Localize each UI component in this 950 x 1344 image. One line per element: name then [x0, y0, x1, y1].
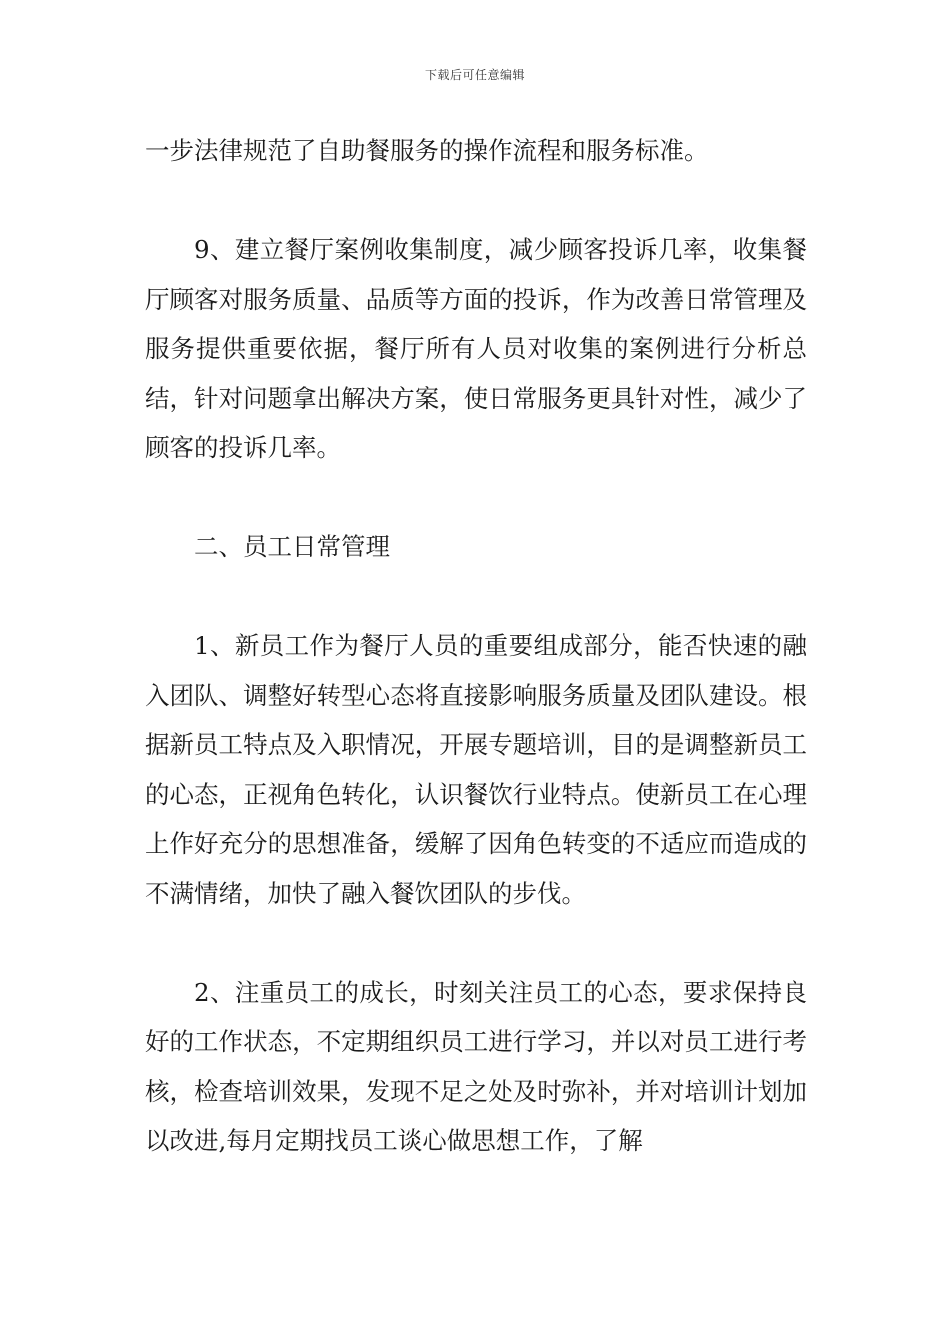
paragraph-spacer: [145, 572, 807, 622]
paragraph-spacer: [145, 473, 807, 523]
paragraph-spacer: [145, 918, 807, 968]
paragraph-item-9: 9、建立餐厅案例收集制度，减少顾客投诉几率，收集餐厅顾客对服务质量、品质等方面的投诉，作为改善日常管理及服务提供重要依据，餐厅所有人员对收集的案例进行分析总结，针对问题拿出解决方案，使日常服务更具针对性，减少了顾客的投诉几率。: [145, 235, 807, 462]
paragraph-continuation: 一步法律规范了自助餐服务的操作流程和服务标准。: [145, 136, 709, 165]
document-body: [145, 126, 807, 1166]
paragraph-spacer: [145, 176, 807, 226]
paragraph-item-1: 1、新员工作为餐厅人员的重要组成部分，能否快速的融入团队、调整好转型心态将直接影响服务质量及团队建设。根据新员工特点及入职情况，开展专题培训，目的是调整新员工的心态，正视角色转化，认识餐饮行业特点。使新员工在心理上作好充分的思想准备，缓解了因角色转变的不适应而造成的不满情绪，加快了融入餐饮团队的步伐。: [145, 631, 807, 908]
page-header: 下载后可任意编辑: [424, 68, 525, 82]
paragraph-item-2: 2、注重员工的成长，时刻关注员工的心态，要求保持良好的工作状态，不定期组织员工进行学习，并以对员工进行考核，检查培训效果，发现不足之处及时弥补，并对培训计划加以改进,每月定期找员工谈心做思想工作，了解: [145, 977, 807, 1155]
section-heading: 二、员工日常管理: [194, 532, 390, 561]
